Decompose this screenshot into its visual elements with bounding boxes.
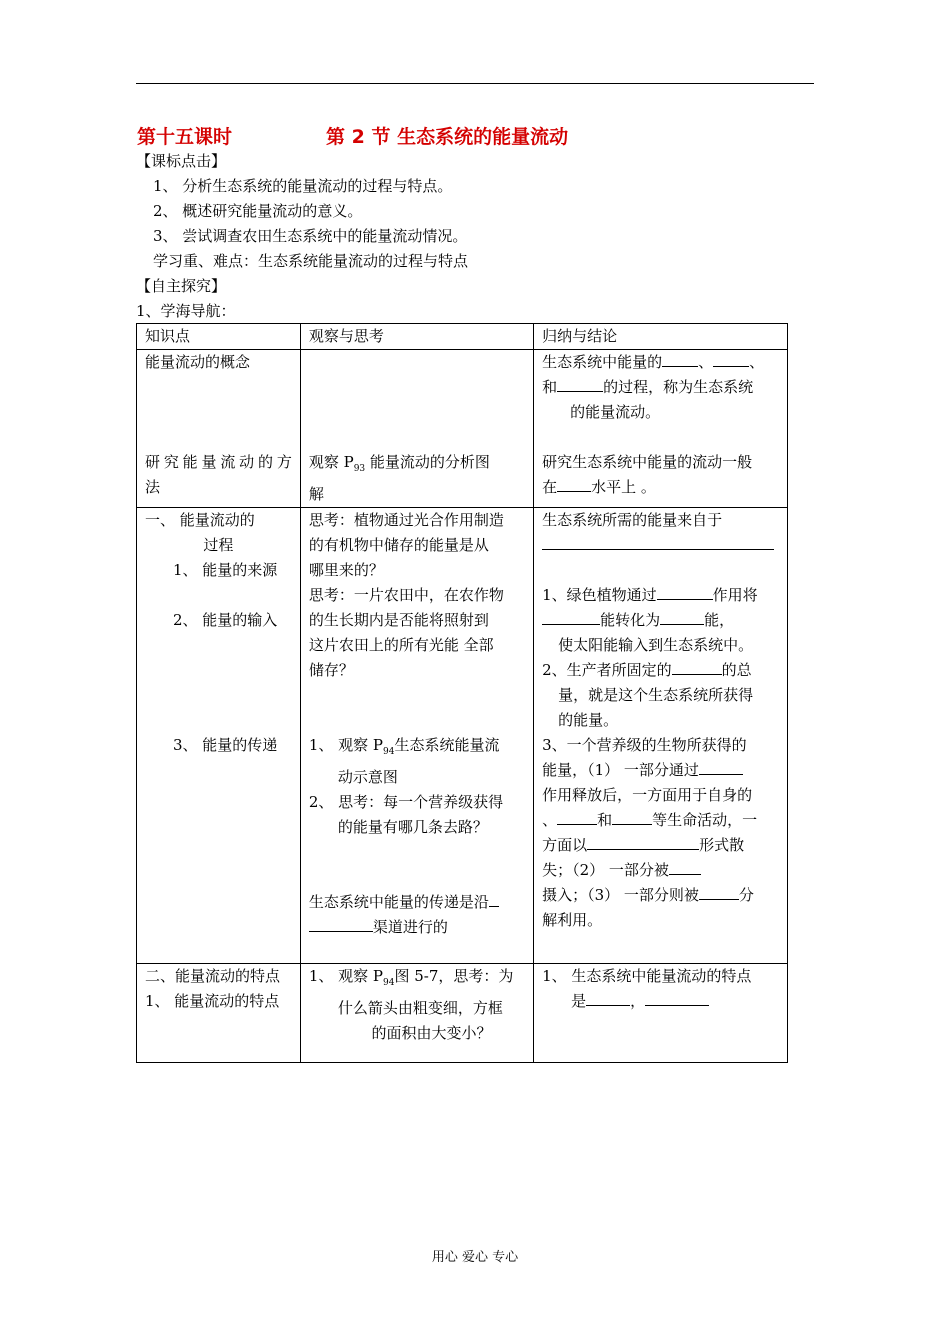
question-2: 思考：一片农田中，在农作物 的生长期内是否能将照射到 这片农田上的所有光能 全部 储存？ bbox=[308, 586, 504, 679]
feature-label: 1、 能量流动的特点 bbox=[145, 992, 280, 1010]
process-heading: 一、 能量流动的 bbox=[145, 511, 255, 529]
table-row bbox=[137, 964, 788, 1063]
source-blank bbox=[542, 533, 779, 558]
nav-label: 1、学海导航： bbox=[136, 302, 236, 320]
section-title: 第 2 节 生态系统的能量流动 bbox=[326, 126, 569, 148]
observe-fig57-2: 什么箭头由粗变细，方框 bbox=[337, 999, 503, 1017]
feature-heading: 二、能量流动的特点 bbox=[145, 967, 281, 985]
standard-item-3: 3、 尝试调查农田生态系统中的能量流动情况。 bbox=[153, 227, 468, 245]
row1-conclusion bbox=[534, 350, 788, 508]
transfer-answer-6: 失；（2） 一部分被 bbox=[542, 858, 779, 883]
observe-p93-cont: 解 bbox=[308, 485, 324, 503]
row3-observe bbox=[300, 964, 533, 1063]
process-heading-2: 过程 bbox=[203, 536, 234, 554]
energy-input-label: 2、 能量的输入 bbox=[173, 611, 278, 629]
row1-observe bbox=[300, 350, 533, 508]
transfer-answer-2: 能量，（1） 一部分通过 bbox=[542, 758, 779, 783]
concept-def-1: 生态系统中能量的 、 、 bbox=[542, 353, 765, 371]
row2-observe bbox=[300, 508, 533, 964]
method-def-1: 研究生态系统中能量的流动一般 bbox=[542, 453, 753, 471]
row2-conclusion bbox=[534, 508, 788, 964]
transfer-answer-8: 解利用。 bbox=[542, 911, 603, 929]
observe-p94: 1、 观察 $P_{94}$生态系统能量流 bbox=[308, 736, 500, 757]
lesson-title: 第十五课时 bbox=[137, 126, 233, 148]
row3-conclusion bbox=[534, 964, 788, 1063]
input-answer-4: 2、生产者所固定的 的总 bbox=[542, 661, 752, 679]
table-row bbox=[137, 350, 788, 508]
table-header-row bbox=[137, 324, 788, 350]
standards-heading: 【课标点击】 bbox=[136, 152, 227, 170]
header-conclusion: 归纳与结论 bbox=[534, 324, 788, 350]
transfer-answer-5: 方面以 形式散 bbox=[542, 836, 745, 854]
explore-heading: 【自主探究】 bbox=[136, 277, 227, 295]
header-rule bbox=[136, 83, 814, 84]
observe-p94-cont: 动示意图 bbox=[337, 768, 398, 786]
method-label-1: 研究能量流动的方 bbox=[145, 453, 292, 471]
chain-question-1: 生态系统中能量的传递是沿 bbox=[309, 890, 525, 915]
input-answer-1: 1、绿色植物通过 作用将 bbox=[542, 586, 758, 604]
spacer-text bbox=[145, 658, 292, 683]
input-answer-2: 能转化为 能， bbox=[542, 608, 779, 633]
spacer-text bbox=[145, 633, 292, 658]
method-def-2: 在 水平上 。 bbox=[542, 478, 656, 496]
energy-transfer-label: 3、 能量的传递 bbox=[173, 736, 278, 754]
transfer-answer-3: 作用释放后，一方面用于自身的 bbox=[542, 786, 753, 804]
spacer-text bbox=[145, 683, 292, 708]
observe-fig57-3: 的面积由大变小？ bbox=[371, 1024, 492, 1042]
header-observe: 观察与思考 bbox=[300, 324, 533, 350]
table-row bbox=[137, 508, 788, 964]
row2-knowledge bbox=[137, 508, 301, 964]
row3-knowledge bbox=[137, 964, 301, 1063]
concept-def-3: 的能量流动。 bbox=[570, 403, 661, 421]
source-answer: 生态系统所需的能量来自于 bbox=[542, 511, 723, 529]
concept-label: 能量流动的概念 bbox=[145, 353, 251, 371]
transfer-answer-1: 3、一个营养级的生物所获得的 bbox=[542, 736, 747, 754]
feature-answer-1: 1、 生态系统中能量流动的特点 bbox=[542, 967, 752, 985]
study-table bbox=[136, 323, 788, 1063]
page-footer: 用心 爱心 专心 bbox=[431, 1250, 519, 1265]
header-knowledge: 知识点 bbox=[137, 324, 301, 350]
energy-source-label: 1、 能量的来源 bbox=[173, 561, 278, 579]
concept-def-2: 和 的过程，称为生态系统 bbox=[542, 378, 754, 396]
key-points: 学习重、难点：生态系统能量流动的过程与特点 bbox=[153, 252, 469, 270]
transfer-answer-4: 、 和 等生命活动，一 bbox=[542, 811, 758, 829]
question-3: 2、 思考：每一个营养级获得 的能量有哪几条去路？ bbox=[308, 793, 504, 836]
input-answer-6: 的能量。 bbox=[558, 711, 619, 729]
transfer-answer-7: 摄入；（3） 一部分则被 分 bbox=[542, 886, 754, 904]
observe-fig57: 1、 观察 $P_{94}$图 5-7，思考：为 bbox=[308, 967, 514, 988]
observe-p93: 观察 $P_{93}$ 能量流动的分析图 bbox=[308, 453, 490, 474]
feature-answer-2: 是 ， bbox=[542, 989, 779, 1014]
method-label-2: 法 bbox=[145, 478, 161, 496]
standard-item-2: 2、 概述研究能量流动的意义。 bbox=[153, 202, 363, 220]
question-1: 思考：植物通过光合作用制造 的有机物中储存的能量是从 哪里来的？ bbox=[308, 511, 504, 579]
input-answer-3: 使太阳能输入到生态系统中。 bbox=[558, 636, 754, 654]
chain-question-2: 渠道进行的 bbox=[309, 915, 525, 940]
row1-knowledge bbox=[137, 350, 301, 508]
spacer-text bbox=[145, 583, 292, 608]
spacer-text bbox=[145, 708, 292, 733]
standard-item-1: 1、 分析生态系统的能量流动的过程与特点。 bbox=[153, 177, 453, 195]
input-answer-5: 量，就是这个生态系统所获得 bbox=[558, 686, 754, 704]
